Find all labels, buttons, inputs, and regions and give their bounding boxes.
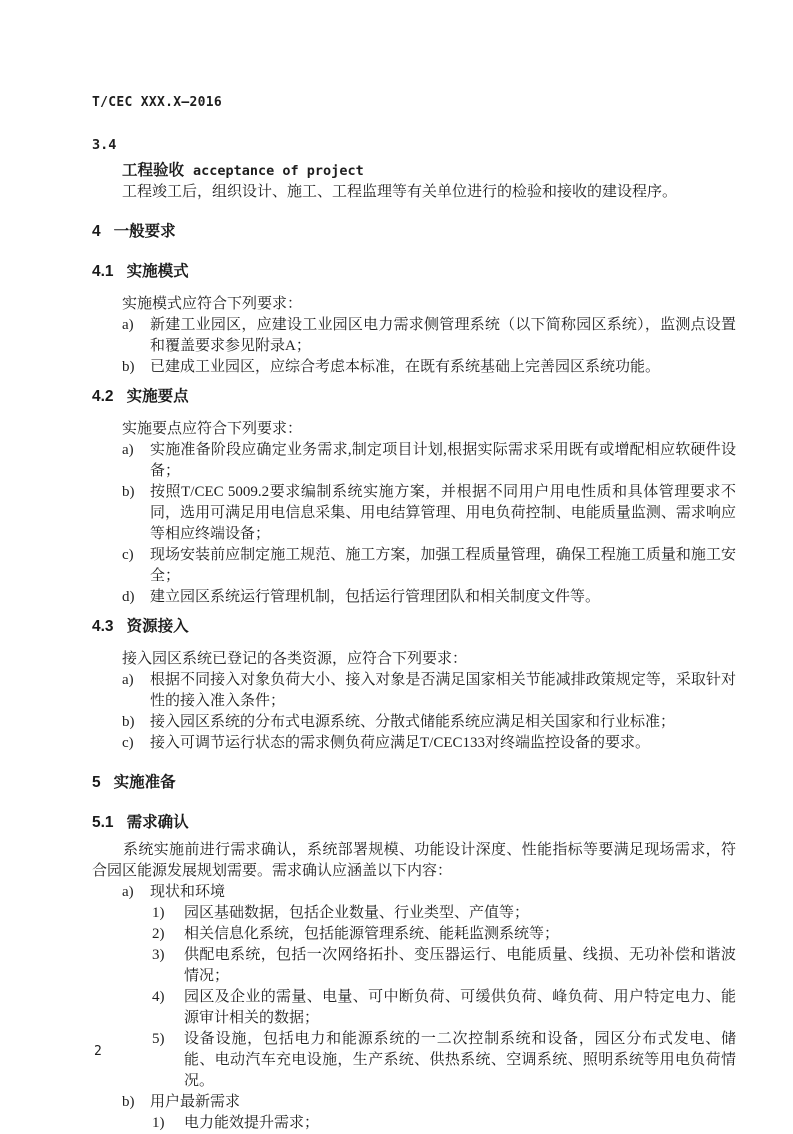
- term-definition-heading: [122, 160, 736, 182]
- chapter-heading: [92, 772, 736, 793]
- lead-in-line: 实施要点应符合下列要求：: [122, 421, 303, 437]
- sublist-item-text: 设备设施，包括电力和能源系统的一二次控制系统和设备，园区分布式发电、储能、电动汽车充电设施，生产系统、供热系统、空调系统、照明系统等用电负荷情况。: [184, 1031, 736, 1089]
- term-name-english: acceptance of project: [193, 163, 364, 179]
- list-marker: d): [122, 589, 135, 605]
- section-heading: [92, 261, 736, 282]
- chapter-title: 一般要求: [113, 223, 176, 240]
- list-item: [92, 315, 736, 357]
- list-marker: b): [122, 1094, 135, 1110]
- list-item-text: 建立园区系统运行管理机制，包括运行管理团队和相关制度文件等。: [150, 589, 601, 605]
- section-heading: [92, 616, 736, 637]
- sublist-item-text: 相关信息化系统，包括能源管理系统、能耗监测系统等；: [184, 926, 560, 942]
- list-item-text: 按照T/CEC 5009.2要求编制系统实施方案，并根据不同用户用电性质和具体管理要求不同，选用可满足用电信息采集、用电结算管理、用电负荷控制、电能质量监测、需求响应等相应终端设备；: [150, 484, 736, 542]
- list-item: [92, 357, 736, 378]
- list-item: [92, 882, 736, 903]
- chapter-heading: [92, 221, 736, 242]
- list-item: [92, 587, 736, 608]
- sublist-item: [92, 903, 736, 924]
- sublist-marker: 2): [152, 926, 165, 942]
- list-marker: a): [122, 884, 134, 900]
- sublist-marker: 4): [152, 989, 165, 1005]
- sublist-item: [92, 924, 736, 945]
- section-number: 4.3: [92, 618, 114, 635]
- paragraph: 系统实施前进行需求确认，系统部署规模、功能设计深度、性能指标等要满足现场需求，符合园区能源发展规划需要。需求确认应涵盖以下内容：: [92, 842, 736, 879]
- section-number: 5.1: [92, 814, 114, 831]
- section-title: 资源接入: [126, 618, 189, 635]
- sublist-item: [92, 1029, 736, 1092]
- list-item-text: 接入可调节运行状态的需求侧负荷应满足T/CEC133对终端监控设备的要求。: [150, 735, 651, 751]
- running-header: T/CEC XXX.X—2016: [92, 95, 223, 110]
- list-marker: b): [122, 484, 135, 500]
- section-number: 4.2: [92, 388, 114, 405]
- list-marker: a): [122, 317, 134, 333]
- document-body: [92, 135, 736, 1134]
- list-item: [92, 670, 736, 712]
- list-item: [92, 1092, 736, 1113]
- list-item: [92, 440, 736, 482]
- sublist-item: [92, 987, 736, 1029]
- list-item: [92, 545, 736, 587]
- page-number: 2: [94, 1044, 102, 1059]
- list-item-text: 现状和环境: [150, 884, 226, 900]
- list-item: [92, 733, 736, 754]
- list-item-text: 实施准备阶段应确定业务需求,制定项目计划,根据实际需求采用既有或增配相应软硬件设备；: [150, 442, 736, 479]
- sublist-item: [92, 945, 736, 987]
- sublist-item-text: 供配电系统，包括一次网络拓扑、变压器运行、电能质量、线损、无功补偿和谐波情况；: [184, 947, 736, 984]
- lead-in-line: 实施模式应符合下列要求：: [122, 296, 303, 312]
- sublist-item-text: 园区及企业的需量、电量、可中断负荷、可缓供负荷、峰负荷、用户特定电力、能源审计相关的数据；: [184, 989, 736, 1026]
- list-item-text: 已建成工业园区，应综合考虑本标准，在既有系统基础上完善园区系统功能。: [150, 359, 661, 375]
- lead-in-line: 接入园区系统已登记的各类资源，应符合下列要求：: [122, 651, 468, 667]
- clause-number: 3.4: [92, 137, 117, 153]
- sublist-marker: 1): [152, 905, 165, 921]
- list-item: [92, 712, 736, 733]
- list-marker: b): [122, 714, 135, 730]
- chapter-number: 5: [92, 774, 101, 791]
- section-heading: [92, 386, 736, 407]
- sublist-item-text: 园区基础数据，包括企业数量、行业类型、产值等；: [184, 905, 530, 921]
- list-item-text: 用户最新需求: [150, 1094, 241, 1110]
- list-item: [92, 482, 736, 545]
- list-marker: c): [122, 735, 134, 751]
- list-marker: c): [122, 547, 134, 563]
- section-number: 4.1: [92, 263, 114, 280]
- list-item-text: 新建工业园区，应建设工业园区电力需求侧管理系统（以下简称园区系统），监测点设置和覆盖要求参见附录A；: [150, 317, 736, 354]
- chapter-number: 4: [92, 223, 101, 240]
- sublist-item: [92, 1113, 736, 1134]
- list-item-text: 根据不同接入对象负荷大小、接入对象是否满足国家相关节能减排政策规定等，采取针对性的接入准入条件；: [150, 672, 736, 709]
- list-marker: b): [122, 359, 135, 375]
- paragraph: 工程竣工后，组织设计、施工、工程监理等有关单位进行的检验和接收的建设程序。: [122, 184, 678, 200]
- section-title: 需求确认: [126, 814, 189, 831]
- sublist-marker: 5): [152, 1031, 165, 1047]
- list-item-text: 接入园区系统的分布式电源系统、分散式储能系统应满足相关国家和行业标准；: [150, 714, 676, 730]
- chapter-title: 实施准备: [113, 774, 176, 791]
- sublist-item-text: 电力能效提升需求；: [184, 1115, 320, 1131]
- section-title: 实施要点: [126, 388, 189, 405]
- list-marker: a): [122, 442, 134, 458]
- section-heading: [92, 812, 736, 833]
- section-title: 实施模式: [126, 263, 189, 280]
- sublist-marker: 1): [152, 1115, 165, 1131]
- list-marker: a): [122, 672, 134, 688]
- sublist-marker: 3): [152, 947, 165, 963]
- list-item-text: 现场安装前应制定施工规范、施工方案，加强工程质量管理，确保工程施工质量和施工安全；: [150, 547, 736, 584]
- term-name: 工程验收: [122, 162, 185, 179]
